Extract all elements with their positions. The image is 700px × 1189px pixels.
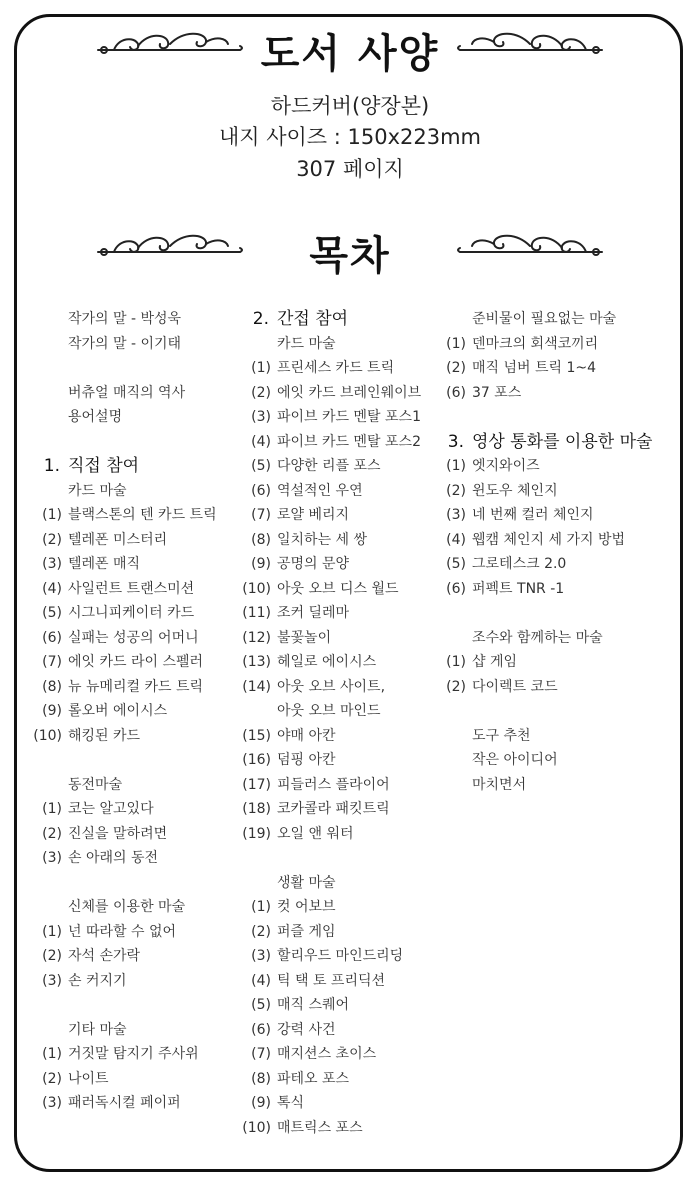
toc-entry xyxy=(446,503,652,528)
toc-entry-number: (9) xyxy=(251,1095,271,1111)
toc-entry-text: 피들러스 플라이어 xyxy=(277,776,390,793)
toc-entry-number: (2) xyxy=(446,360,466,376)
toc-entry xyxy=(42,552,217,577)
toc-entry-number: (9) xyxy=(42,703,62,719)
toc-entry xyxy=(42,1067,217,1092)
toc-entry xyxy=(68,895,217,920)
toc-entry xyxy=(446,528,652,553)
toc-entry-number: (12) xyxy=(242,629,271,646)
toc-entry-number: (1) xyxy=(251,360,271,376)
scroll-ornament-right-icon xyxy=(456,228,606,262)
toc-entry-text: 다양한 리플 포스 xyxy=(277,458,381,474)
toc-section-heading xyxy=(43,454,217,479)
toc-spacer xyxy=(472,405,652,430)
toc-entry-text: 역설적인 우연 xyxy=(277,482,363,499)
toc-entry xyxy=(251,920,421,945)
toc-entry-text: 프린세스 카드 트릭 xyxy=(277,360,395,376)
toc-entry-number: (14) xyxy=(242,678,271,695)
spec-size: 내지 사이즈 : 150x223mm xyxy=(218,125,482,149)
toc-entry xyxy=(446,332,652,357)
toc-entry xyxy=(251,969,421,994)
toc-entry xyxy=(472,307,652,332)
toc-entry-text: 헤일로 에이시스 xyxy=(277,654,377,670)
toc-entry-text: 코카콜라 패킷트릭 xyxy=(277,801,390,817)
scroll-ornament-right-icon xyxy=(456,26,606,60)
toc-entry-text: 파이브 카드 멘탈 포스2 xyxy=(277,433,421,450)
toc-entry xyxy=(42,626,217,651)
toc-spacer xyxy=(472,699,652,724)
toc-entry xyxy=(242,748,421,773)
toc-entry-text: 아웃 오브 디스 월드 xyxy=(277,580,399,597)
toc-entry-text: 조수와 함께하는 마술 xyxy=(472,629,603,646)
toc-entry-text: 텔레폰 미스터리 xyxy=(68,531,168,548)
toc-entry-text: 할리우드 마인드리딩 xyxy=(277,948,404,964)
toc-entry xyxy=(446,454,652,479)
toc-column-1 xyxy=(33,307,217,1116)
toc-entry xyxy=(68,381,217,406)
page-title: 도서 사양 xyxy=(260,31,440,77)
toc-entry xyxy=(251,895,421,920)
toc-entry-text: 로얄 베리지 xyxy=(277,507,350,523)
toc-entry xyxy=(446,552,652,577)
toc-entry-number: (8) xyxy=(251,531,271,548)
toc-entry-number: (2) xyxy=(42,825,62,842)
toc-entry-number: (5) xyxy=(446,556,466,572)
toc-entry-number: (19) xyxy=(242,825,271,842)
toc-entry-number: (6) xyxy=(251,1021,271,1038)
toc-entry xyxy=(42,797,217,822)
toc-entry-text: 동전마술 xyxy=(68,776,123,793)
toc-entry-number: (2) xyxy=(446,678,466,695)
toc-entry xyxy=(446,479,652,504)
toc-entry-text: 덤핑 아칸 xyxy=(277,752,336,768)
toc-entry xyxy=(251,356,421,381)
toc-entry-text: 매트릭스 포스 xyxy=(277,1119,363,1136)
toc-entry xyxy=(251,1091,421,1116)
toc-entry-number: (8) xyxy=(251,1070,271,1087)
toc-entry-text: 조커 딜레마 xyxy=(277,605,350,621)
toc-entry-text: 카드 마술 xyxy=(68,482,127,499)
toc-entry-number: (1) xyxy=(446,654,466,670)
toc-entry xyxy=(42,944,217,969)
toc-entry xyxy=(42,503,217,528)
toc-entry-text: 에잇 카드 라이 스펠러 xyxy=(68,654,204,670)
toc-entry xyxy=(446,650,652,675)
toc-entry-text: 아웃 오브 사이트, xyxy=(277,678,386,695)
toc-entry-number: (18) xyxy=(242,801,271,817)
toc-entry-number: (10) xyxy=(242,580,271,597)
toc-spacer xyxy=(68,748,217,773)
toc-entry-text: 오일 앤 워터 xyxy=(277,825,354,842)
toc-entry-number: (11) xyxy=(242,605,271,621)
toc-entry xyxy=(242,797,421,822)
toc-entry-text: 매직 스퀘어 xyxy=(277,997,350,1013)
toc-entry xyxy=(472,748,652,773)
toc-entry-text: 패러독시컬 페이퍼 xyxy=(68,1095,181,1111)
toc-entry-text: 작가의 말 - 이기태 xyxy=(68,335,182,352)
toc-entry-number: (9) xyxy=(251,556,271,572)
toc-entry-number: (6) xyxy=(251,482,271,499)
toc-entry-number: (7) xyxy=(251,507,271,523)
toc-entry-number: (3) xyxy=(42,556,62,572)
toc-entry xyxy=(42,601,217,626)
toc-entry-text: 뉴 뉴메리컬 카드 트릭 xyxy=(68,678,204,695)
toc-entry-text: 나이트 xyxy=(68,1070,109,1087)
toc-entry-text: 덴마크의 회색코끼리 xyxy=(472,335,599,352)
toc-entry-text: 코는 알고있다 xyxy=(68,801,154,817)
toc-entry-number: (3) xyxy=(251,409,271,425)
toc-entry xyxy=(472,724,652,749)
toc-entry-text: 퍼펙트 TNR -1 xyxy=(472,580,565,597)
toc-entry-text: 에잇 카드 브레인웨이브 xyxy=(277,384,422,401)
toc-entry-number: 2. xyxy=(252,309,269,329)
toc-entry-text: 자석 손가락 xyxy=(68,948,141,964)
toc-entry-number: (8) xyxy=(42,678,62,695)
toc-entry xyxy=(251,993,421,1018)
toc-entry xyxy=(251,528,421,553)
toc-entry-text: 준비물이 필요없는 마술 xyxy=(472,311,617,327)
toc-entry xyxy=(277,699,421,724)
toc-entry-number: (16) xyxy=(242,752,271,768)
toc-entry-text: 그로테스크 2.0 xyxy=(472,556,567,572)
toc-entry-number: (1) xyxy=(42,923,62,940)
toc-entry-text: 공명의 문양 xyxy=(277,556,350,572)
toc-entry-text: 영상 통화를 이용한 마술 xyxy=(472,431,653,452)
toc-entry-number: (15) xyxy=(242,727,271,744)
toc-entry-text: 작은 아이디어 xyxy=(472,752,558,768)
toc-entry-number: (2) xyxy=(42,948,62,964)
toc-entry xyxy=(251,479,421,504)
toc-entry xyxy=(68,773,217,798)
toc-entry-text: 엣지와이즈 xyxy=(472,458,540,474)
toc-entry xyxy=(242,724,421,749)
toc-entry-text: 파테오 포스 xyxy=(277,1070,350,1087)
toc-entry xyxy=(42,969,217,994)
toc-entry xyxy=(251,454,421,479)
toc-entry-text: 매지션스 초이스 xyxy=(277,1046,377,1062)
toc-entry xyxy=(251,1042,421,1067)
toc-entry-text: 기타 마술 xyxy=(68,1021,127,1038)
toc-entry-text: 롤오버 에이시스 xyxy=(68,703,168,719)
toc-entry-text: 사일런트 트랜스미션 xyxy=(68,580,195,597)
toc-entry-number: (1) xyxy=(251,899,271,915)
toc-entry-text: 용어설명 xyxy=(68,409,123,425)
toc-entry-text: 윈도우 체인지 xyxy=(472,482,558,499)
toc-entry-number: (7) xyxy=(251,1046,271,1062)
toc-entry xyxy=(42,650,217,675)
toc-entry xyxy=(42,675,217,700)
toc-column-2 xyxy=(242,307,422,1140)
toc-entry-text: 넌 따라할 수 없어 xyxy=(68,923,177,940)
toc-entry-number: (13) xyxy=(242,654,271,670)
toc-entry-text: 버츄얼 매직의 역사 xyxy=(68,384,186,401)
toc-entry-text: 도구 추천 xyxy=(472,727,531,744)
toc-entry xyxy=(446,381,652,406)
spec-binding: 하드커버(양장본) xyxy=(270,94,430,118)
toc-entry-text: 파이브 카드 멘탈 포스1 xyxy=(277,409,421,425)
toc-entry-number: (5) xyxy=(251,458,271,474)
toc-entry xyxy=(68,332,217,357)
toc-entry-text: 37 포스 xyxy=(472,384,522,401)
toc-entry xyxy=(242,1116,421,1141)
toc-entry-text: 손 아래의 동전 xyxy=(68,850,159,866)
toc-entry xyxy=(251,552,421,577)
toc-entry-text: 해킹된 카드 xyxy=(68,727,141,744)
toc-entry xyxy=(472,626,652,651)
toc-entry-text: 작가의 말 - 박성욱 xyxy=(68,311,182,327)
toc-entry-number: (6) xyxy=(446,384,466,401)
toc-entry xyxy=(42,822,217,847)
toc-entry-text: 마치면서 xyxy=(472,776,527,793)
toc-entry-number: (10) xyxy=(33,727,62,744)
toc-entry xyxy=(242,650,421,675)
toc-spacer xyxy=(68,871,217,896)
toc-entry-number: (3) xyxy=(446,507,466,523)
toc-entry-text: 간접 참여 xyxy=(277,309,349,329)
toc-entry-number: (3) xyxy=(42,972,62,989)
toc-entry xyxy=(251,1018,421,1043)
toc-spacer xyxy=(68,993,217,1018)
toc-entry-text: 톡식 xyxy=(277,1095,305,1111)
toc-entry-number: (5) xyxy=(251,997,271,1013)
toc-section-heading xyxy=(447,430,653,455)
toc-entry-number: (1) xyxy=(42,1046,62,1062)
toc-entry-number: (3) xyxy=(42,850,62,866)
toc-entry-number: (5) xyxy=(42,605,62,621)
toc-entry-number: (3) xyxy=(251,948,271,964)
toc-spacer xyxy=(472,601,652,626)
toc-entry xyxy=(42,699,217,724)
toc-entry xyxy=(242,626,421,651)
toc-entry-number: (2) xyxy=(251,923,271,940)
toc-entry-number: (4) xyxy=(42,580,62,597)
toc-entry-number: 3. xyxy=(447,431,464,452)
toc-entry xyxy=(242,601,421,626)
toc-spacer xyxy=(68,430,217,455)
toc-entry xyxy=(68,479,217,504)
toc-entry-number: (1) xyxy=(446,335,466,352)
toc-entry-text: 블랙스톤의 텐 카드 트릭 xyxy=(68,507,217,523)
toc-entry-number: (2) xyxy=(42,1070,62,1087)
toc-entry-number: (1) xyxy=(42,507,62,523)
toc-column-3 xyxy=(446,307,653,797)
toc-entry-number: (6) xyxy=(446,580,466,597)
toc-entry-text: 강력 사건 xyxy=(277,1021,336,1038)
toc-entry xyxy=(242,675,421,700)
toc-entry-number: (4) xyxy=(251,433,271,450)
toc-entry-number: (3) xyxy=(42,1095,62,1111)
toc-entry-number: (17) xyxy=(242,776,271,793)
toc-entry-number: (6) xyxy=(42,629,62,646)
toc-entry-text: 손 커지기 xyxy=(68,972,127,989)
toc-entry-text: 야매 아칸 xyxy=(277,727,336,744)
toc-entry-text: 실패는 성공의 어머니 xyxy=(68,629,199,646)
toc-entry xyxy=(446,675,652,700)
toc-entry-number: (7) xyxy=(42,654,62,670)
toc-entry xyxy=(251,944,421,969)
toc-entry xyxy=(251,405,421,430)
toc-entry-text: 일치하는 세 쌍 xyxy=(277,531,368,548)
toc-entry-number: (4) xyxy=(446,531,466,548)
toc-entry xyxy=(277,332,421,357)
toc-entry-text: 매직 넘버 트릭 1~4 xyxy=(472,360,597,376)
toc-spacer xyxy=(277,846,421,871)
toc-entry xyxy=(251,430,421,455)
toc-entry-text: 샵 게임 xyxy=(472,654,518,670)
toc-entry-text: 직접 참여 xyxy=(68,456,140,476)
toc-entry xyxy=(42,920,217,945)
toc-entry-text: 웹캠 체인지 세 가지 방법 xyxy=(472,531,626,548)
toc-entry xyxy=(242,773,421,798)
toc-entry-number: (10) xyxy=(242,1119,271,1136)
toc-entry-text: 시그니피케이터 카드 xyxy=(68,605,195,621)
toc-entry xyxy=(251,503,421,528)
toc-entry xyxy=(42,577,217,602)
toc-entry-text: 생활 마술 xyxy=(277,874,336,891)
toc-entry-number: (1) xyxy=(446,458,466,474)
toc-entry xyxy=(277,871,421,896)
toc-entry-text: 컷 어보브 xyxy=(277,899,336,915)
toc-entry-text: 진실을 말하려면 xyxy=(68,825,168,842)
toc-spacer xyxy=(68,356,217,381)
toc-entry-number: (2) xyxy=(42,531,62,548)
toc-entry-text: 카드 마술 xyxy=(277,335,336,352)
toc-title: 목차 xyxy=(309,233,391,279)
toc-entry xyxy=(42,846,217,871)
toc-entry-text: 신체를 이용한 마술 xyxy=(68,899,186,915)
toc-entry xyxy=(446,356,652,381)
toc-entry xyxy=(242,577,421,602)
toc-entry-text: 텔레폰 매직 xyxy=(68,556,141,572)
toc-entry xyxy=(472,773,652,798)
toc-section-heading xyxy=(252,307,421,332)
toc-entry xyxy=(42,1091,217,1116)
toc-entry-text: 틱 택 토 프리딕션 xyxy=(277,972,386,989)
toc-entry-text: 네 번째 컬러 체인지 xyxy=(472,507,594,523)
toc-entry-number: (2) xyxy=(446,482,466,499)
toc-entry-text: 거짓말 탐지기 주사위 xyxy=(68,1046,199,1062)
toc-entry xyxy=(33,724,217,749)
toc-entry xyxy=(251,1067,421,1092)
toc-entry-text: 불꽃놀이 xyxy=(277,629,332,646)
toc-entry xyxy=(42,528,217,553)
toc-entry-number: 1. xyxy=(43,456,60,476)
toc-entry-number: (2) xyxy=(251,384,271,401)
toc-entry-text: 퍼즐 게임 xyxy=(277,923,336,940)
toc-entry xyxy=(42,1042,217,1067)
spec-pages: 307 페이지 xyxy=(296,157,404,181)
toc-entry-text: 다이렉트 코드 xyxy=(472,678,558,695)
toc-entry-text: 아웃 오브 마인드 xyxy=(277,703,381,719)
toc-entry-number: (4) xyxy=(251,972,271,989)
toc-entry-number: (1) xyxy=(42,801,62,817)
toc-entry xyxy=(68,405,217,430)
toc-entry xyxy=(68,307,217,332)
toc-entry xyxy=(251,381,422,406)
toc-entry xyxy=(242,822,421,847)
toc-entry xyxy=(68,1018,217,1043)
toc-entry xyxy=(446,577,652,602)
